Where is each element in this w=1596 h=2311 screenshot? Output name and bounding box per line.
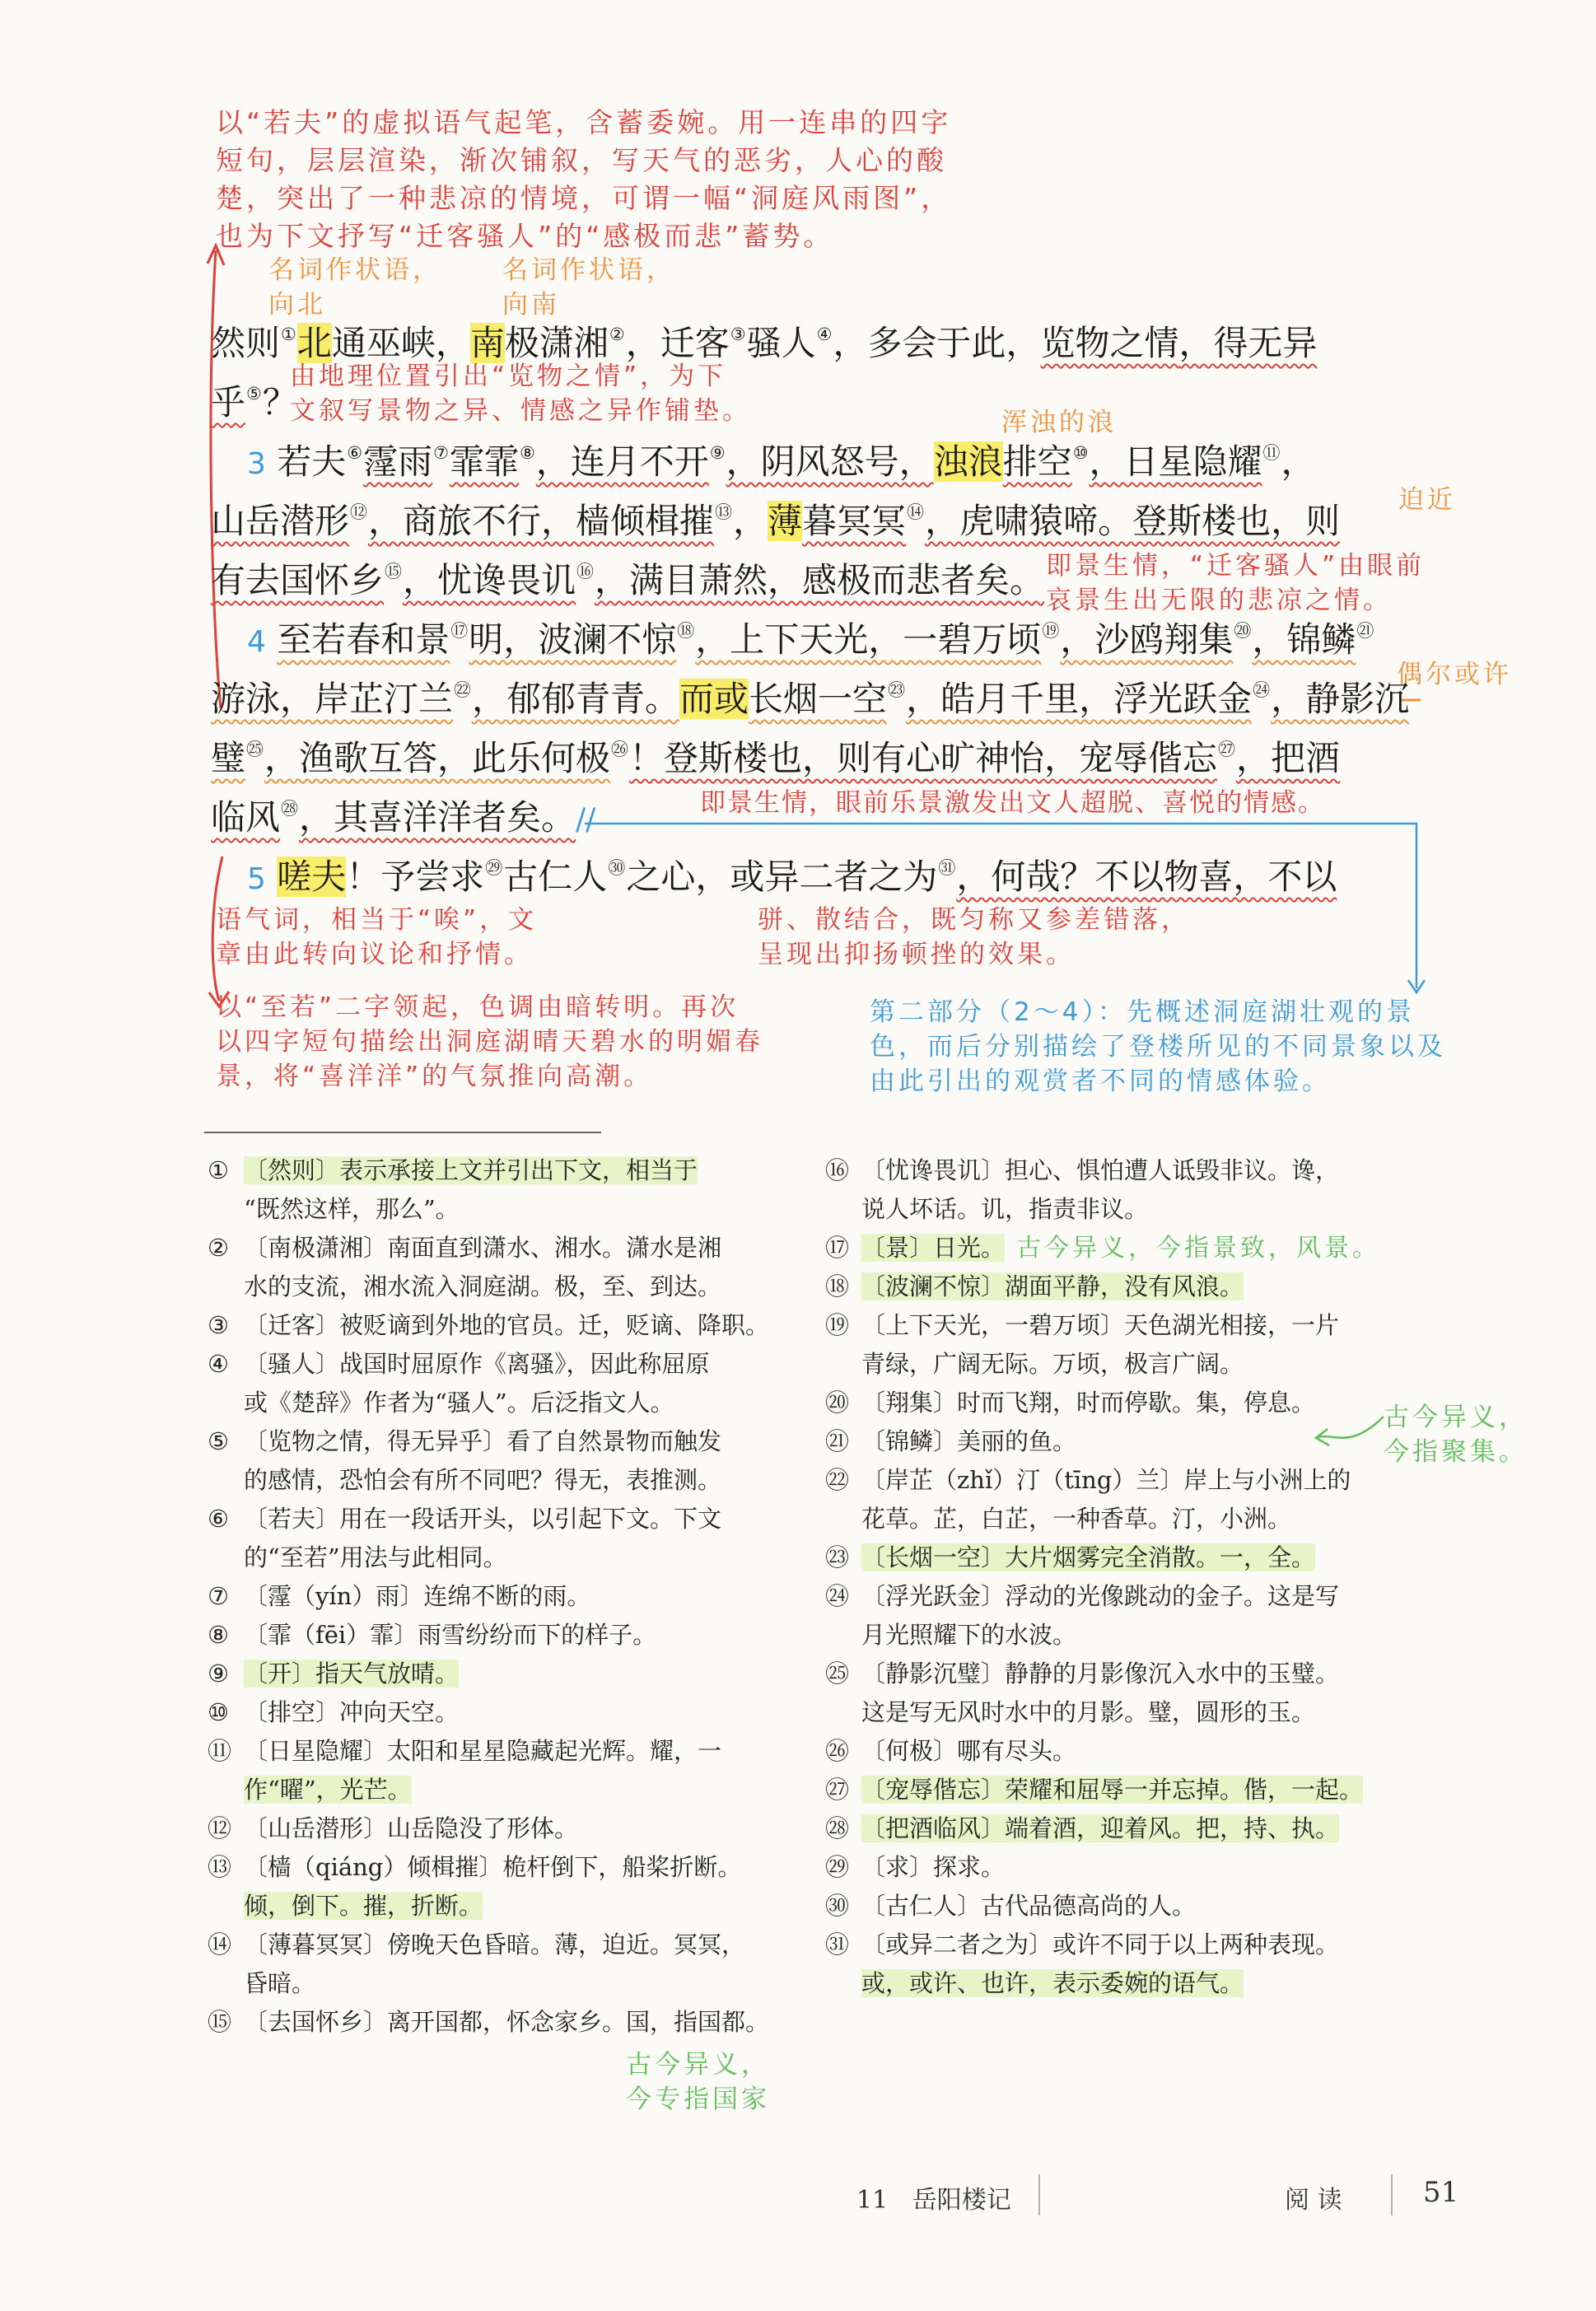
footnote: ㉔ 〔浮光跃金〕浮动的光像跳动的金子。这是写 [825,1582,1340,1610]
annotation-line: 也为下文抒写“迁客骚人”的“感极而悲”蓄势。 [216,220,834,252]
para-3-line-2: 山岳潜形⑫，商旅不行，樯倾楫摧⑬，薄暮冥冥⑭，虎啸猿啼。登斯楼也，则 [211,501,1341,541]
annotation-line: 短句，层层渲染，渐次铺叙，写天气的恶劣，人心的酸 [216,144,947,176]
footnote: ⑭ 〔薄暮冥冥〕傍晚天色昏暗。薄，迫近。冥冥， [208,1931,746,1959]
para-4-line-2: 游泳，岸芷汀兰$^㉒$，郁郁青青。而或长烟一空$^㉓$，皓月千里，浮光跃金$^㉔$，静影沉 [211,679,1410,719]
footer [856,2179,1011,2215]
footnote: 或《楚辞》作者为“骚人”。后泛指文人。 [244,1389,674,1417]
annotation-line: 色，而后分别描绘了登楼所见的不同景象以及 [870,1032,1446,1062]
annotation-part2 [870,995,1446,1099]
annotation-line: 向南 [502,290,560,320]
annotation-gujin-ji [1384,1400,1528,1469]
footnote: 昏暗。 [244,1969,316,1997]
footnote: ⑤ 〔览物之情，得无异乎〕看了自然景物而触发 [208,1427,722,1455]
footnotes-left [208,1151,769,2042]
annotation-line: 由地理位置引出“览物之情”，为下 [290,362,727,391]
annotation-line: 向北 [268,290,326,320]
annotation-pianzhuan [758,903,1190,972]
footnote: ④ 〔骚人〕战国时屈原作《离骚》，因此称屈原 [208,1350,710,1378]
annotation-line: 骈、散结合，既匀称又参差错落， [758,905,1190,935]
annotation-pojin: 迫近 [1398,485,1456,515]
para-number: 5 [247,862,266,896]
annotation-line: 哀景生出无限的悲凉之情。 [1046,586,1392,615]
para-4-line-4: 临风$^㉘$，其喜洋洋者矣。// [211,797,596,838]
footnote: ③ 〔迁客〕被贬谪到外地的官员。迁，贬谪、降职。 [208,1311,770,1339]
annotation-zhuolang: 浑浊的浪 [1001,408,1117,437]
footnote: ⑧ 〔霏（fēi）霏〕雨雪纷纷而下的样子。 [208,1621,657,1649]
para-3-line-3: 有去国怀乡⑮，忧谗畏讥⑯，满目萧然，感极而悲者矣。 [211,560,1045,600]
footnote: ⑨ 〔开〕指天气放晴。 [208,1660,460,1688]
annotation-line: 由此引出的观赏者不同的情感体验。 [870,1067,1331,1096]
footnote: ⑰ 〔景〕日光。 古今异义，今指景致，风景。 [825,1234,1381,1263]
annotation-line: 第二部分（2～4）：先概述洞庭湖壮观的景 [870,997,1415,1027]
footnote: ㉙ 〔求〕探求。 [825,1853,1006,1881]
annotation-line: 以“至若”二字领起，色调由暗转明。再次 [216,992,740,1022]
footnote: ⑥ 〔若夫〕用在一段话开头，以引起下文。下文 [208,1505,722,1533]
para-number: 3 [247,447,266,481]
footnote: 作“曜”，光芒。 [244,1776,412,1804]
footnote: ㉒ 〔岸芷（zhǐ）汀（tīng）兰〕岸上与小洲上的 [825,1466,1351,1494]
annotation-line: 名词作状语， [268,255,441,285]
footnote: ⑩ 〔排空〕冲向天空。 [208,1698,460,1726]
footnote: ① 〔然则〕表示承接上文并引出下文，相当于 [208,1156,698,1184]
annotation-ouer: 偶尔或许 [1397,660,1512,689]
footnotes-right [825,1151,1380,2003]
footnote: ㉗ 〔宠辱偕忘〕荣耀和屈辱一并忘掉。偕，一起。 [825,1776,1364,1804]
footnote: ⑮ 〔去国怀乡〕离开国都，怀念家乡。国，指国都。 [208,2008,770,2036]
footnote: ⑬ 〔樯（qiáng）倾楫摧〕桅杆倒下，船桨折断。 [208,1853,742,1881]
footnote: ㉑ 〔锦鳞〕美丽的鱼。 [825,1427,1077,1455]
annotation-zhiruo [216,990,763,1094]
footnote: 的感情，恐怕会有所不同吧？得无，表推测。 [244,1466,722,1494]
annotation-line: 呈现出抑扬顿挫的效果。 [758,940,1075,969]
annotation-line: 古今异义， [1384,1403,1528,1432]
footnote: ㉕ 〔静影沉璧〕静静的月影像沉入水中的玉璧。 [825,1660,1340,1688]
annotation-nan [502,253,675,322]
annotation-gujin-guo [626,2047,770,2117]
footnote: 水的支流，湘水流入洞庭湖。极，至、到达。 [244,1272,722,1300]
footnote: 花草。芷，白芷，一种香草。汀，小洲。 [861,1505,1292,1533]
annotation-jijing1 [1046,549,1425,618]
para-3-line-1: 3 若夫⑥霪雨⑦霏霏⑧，连月不开⑨，阴风怒号，浊浪排空⑩，日星隐耀⑪， [247,441,1316,482]
lesson-number: 11 [856,2186,889,2215]
annotation-bei [268,253,441,322]
footnote: ② 〔南极潇湘〕南面直到潇水、湘水。潇水是湘 [208,1234,722,1262]
page-number: 51 [1423,2176,1459,2209]
annotation-line: 今指聚集。 [1384,1437,1528,1467]
annotation-line: 楚，突出了一种悲凉的情境，可谓一幅“洞庭风雨图”， [216,182,952,214]
footnote: ㉛ 〔或异二者之为〕或许不同于以上两种表现。 [825,1931,1340,1959]
annotation-jijing2: 即景生情，眼前乐景激发出文人超脱、喜悦的情感。 [700,788,1325,818]
footnote: 或，或许、也许，表示委婉的语气。 [861,1969,1244,1997]
annotation-line: 景，将“喜洋洋”的气氛推向高潮。 [216,1062,653,1091]
annotation-line: 名词作状语， [502,255,675,285]
footnote: ⑱ 〔波澜不惊〕湖面平静，没有风浪。 [825,1272,1244,1300]
footnote: 倾，倒下。摧，折断。 [244,1892,483,1920]
annotation-gujin-jing: 古今异义，今指景致，风景。 [1016,1234,1381,1263]
para-2-line-1: 然则①北通巫峡，南极潇湘②，迁客③骚人④，多会于此，览物之情，得无异 [211,323,1318,363]
para-4-line-3: 璧$^㉕$，渔歌互答，此乐何极$^㉖$！登斯楼也，则有心旷神怡，宠辱偕忘$^㉗$，把酒 [211,738,1341,778]
footnote: ㉓ 〔长烟一空〕大片烟雾完全消散。一，全。 [825,1543,1316,1571]
para-5-line-1: 5 嗟夫！予尝求$^㉙$古仁人$^㉚$之心，或异二者之为$^㉛$，何哉？不以物喜，不以 [247,857,1337,897]
annotation-line: 文叙写景物之异、情感之异作铺垫。 [290,396,751,426]
footnote: 这是写无风时水中的月影。璧，圆形的玉。 [861,1698,1316,1726]
footnote: 的“至若”用法与此相同。 [244,1543,507,1571]
footnote: ⑳ 〔翔集〕时而飞翔，时而停歇。集，停息。 [825,1389,1316,1417]
para-2-line-2: 乎⑤？ [211,382,297,423]
footer-section: 阅 读 [1285,2186,1342,2215]
footnote: ㉚ 〔古仁人〕古代品德高尚的人。 [825,1892,1197,1920]
para-4-line-1: 4 至若春和景⑰明，波澜不惊⑱，上下天光，一碧万顷⑲，沙鸥翔集⑳，锦鳞$^㉑$ [247,619,1374,660]
para-number: 4 [247,625,266,659]
footnote: ⑲ 〔上下天光，一碧万顷〕天色湖光相接，一片 [825,1311,1340,1339]
footnote: ⑫ 〔山岳潜形〕山岳隐没了形体。 [208,1814,579,1842]
annotation-line: 以“若夫”的虚拟语气起笔，含蓄委婉。用一连串的四字 [216,106,952,138]
footnote: ⑪ 〔日星隐耀〕太阳和星星隐藏起光辉。耀，一 [208,1737,722,1765]
footnote: 月光照耀下的水波。 [861,1621,1077,1649]
footnote: ⑦ 〔霪（yín）雨〕连绵不断的雨。 [208,1582,591,1610]
annotation-line: 即景生情，“迁客骚人”由眼前 [1046,551,1426,581]
footnote: ㉘ 〔把酒临风〕端着酒，迎着风。把，持、执。 [825,1814,1340,1842]
annotation-line: 章由此转向议论和抒情。 [216,940,533,969]
footnote: ㉖ 〔何极〕哪有尽头。 [825,1737,1077,1765]
footnote: 青绿，广阔无际。万顷，极言广阔。 [861,1350,1244,1378]
annotation-line: 今专指国家 [626,2085,770,2114]
footnote: 说人坏话。讥，指责非议。 [861,1195,1149,1223]
annotation-diliweizhi [290,359,751,428]
lesson-title: 岳阳楼记 [912,2186,1011,2215]
annotation-line: 语气词，相当于“唉”，文 [216,905,538,935]
footnote: ⑯ 〔忧谗畏讥〕担心、惧怕遭人诋毁非议。谗， [825,1156,1340,1184]
annotation-line: 古今异义， [626,2050,770,2080]
annotation-line: 以四字短句描绘出洞庭湖晴天碧水的明媚春 [216,1027,763,1057]
annotation-jiefu [216,903,537,972]
footnote: “既然这样，那么”。 [244,1195,460,1223]
